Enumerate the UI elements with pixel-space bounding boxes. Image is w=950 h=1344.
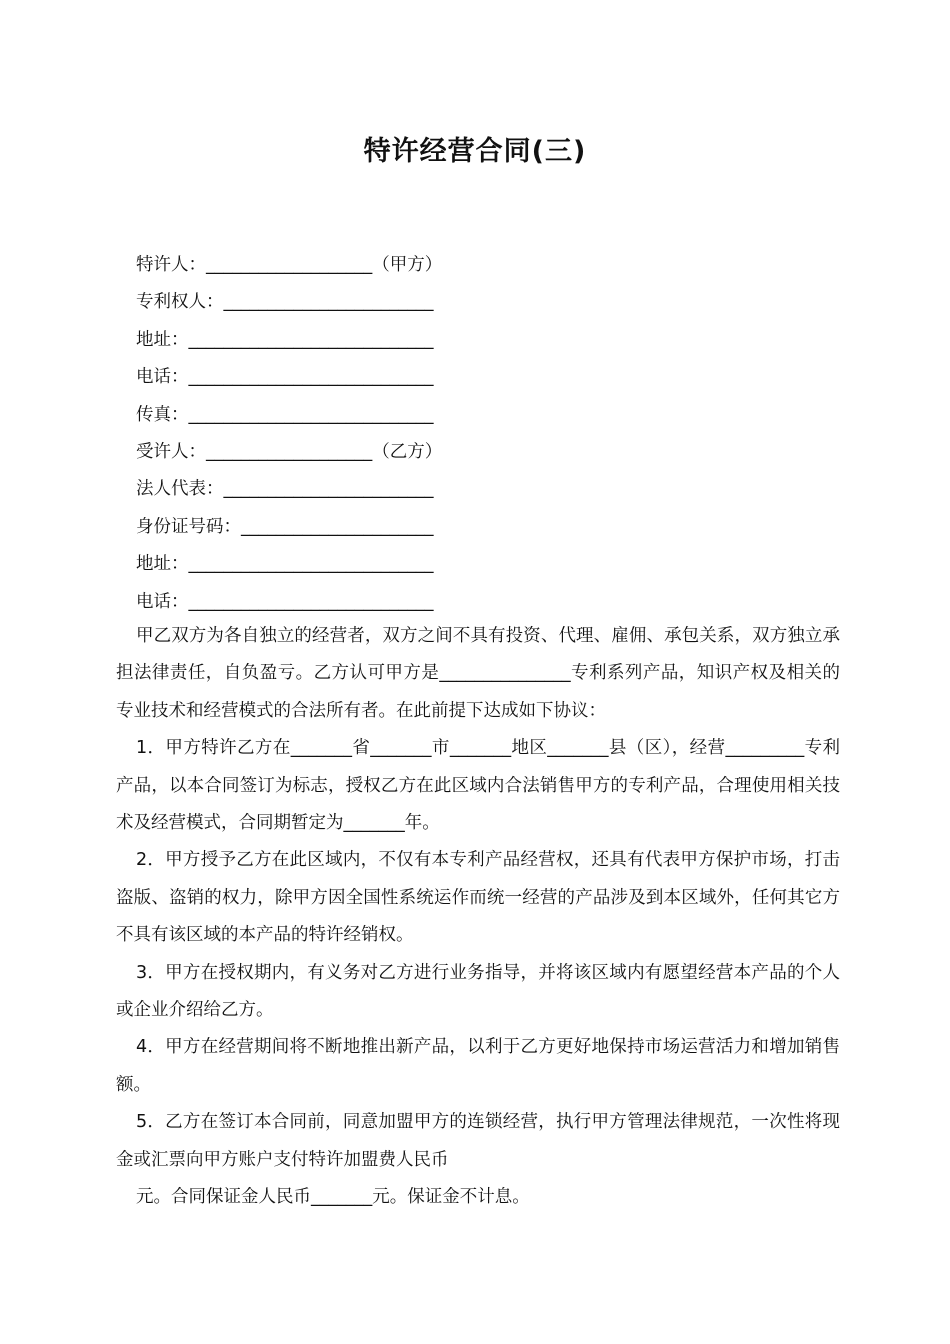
document-title: 特许经营合同(三): [363, 136, 587, 167]
clause-3: 3．甲方在授权期内，有义务对乙方进行业务指导，并将该区域内有愿望经营本产品的个人或企业介绍给乙方。: [116, 962, 840, 1021]
field-licensor-fax: 传真：____________________________: [136, 404, 434, 425]
clause-5-continuation: 元。合同保证金人民币_______元。保证金不计息。: [136, 1187, 530, 1208]
clause-5: 5．乙方在签订本合同前，同意加盟甲方的连锁经营，执行甲方管理法律规范，一次性将现金或汇票向甲方账户支付特许加盟费人民币: [116, 1112, 840, 1170]
party-info-fields: [136, 247, 856, 621]
clause-2: 2．甲方授予乙方在此区域内，不仅有本专利产品经营权，还具有代表甲方保护市场，打击盗版、盗销的权力，除甲方因全国性系统运作而统一经营的产品涉及到本区域外，任何其它方不具有该区域的本产品的特许经销权。: [116, 850, 840, 946]
field-licensee-address: 地址：____________________________: [136, 554, 434, 575]
field-licensee: 受许人：___________________（乙方）: [136, 441, 443, 462]
clause-4: 4．甲方在经营期间将不断地推出新产品，以利于乙方更好地保持市场运营活力和增加销售额。: [116, 1037, 840, 1095]
clause-1: 1．甲方特许乙方在_______省_______市_______地区_______县（区），经营_________专利产品，以本合同签订为标志，授权乙方在此区域内合法销售甲方的专利产品，合理使用相关技术及经营模式，合同期暂定为_______年。: [116, 738, 840, 834]
field-licensor: 特许人：___________________（甲方）: [136, 255, 443, 275]
contract-body: [116, 618, 840, 1217]
field-licensor-phone: 电话：____________________________: [136, 367, 434, 388]
field-legal-representative: 法人代表：________________________: [136, 479, 434, 500]
field-licensee-phone: 电话：____________________________: [136, 591, 434, 612]
field-id-number: 身份证号码：______________________: [136, 516, 434, 537]
preamble-paragraph: 甲乙双方为各自独立的经营者，双方之间不具有投资、代理、雇佣、承包关系，双方独立承担法律责任，自负盈亏。乙方认可甲方是_______________专利系列产品，知识产权及相关的专业技术和经营模式的合法所有者。在此前提下达成如下协议：: [116, 626, 840, 721]
field-patentee: 专利权人：________________________: [136, 292, 434, 313]
field-licensor-address: 地址：____________________________: [136, 329, 434, 350]
